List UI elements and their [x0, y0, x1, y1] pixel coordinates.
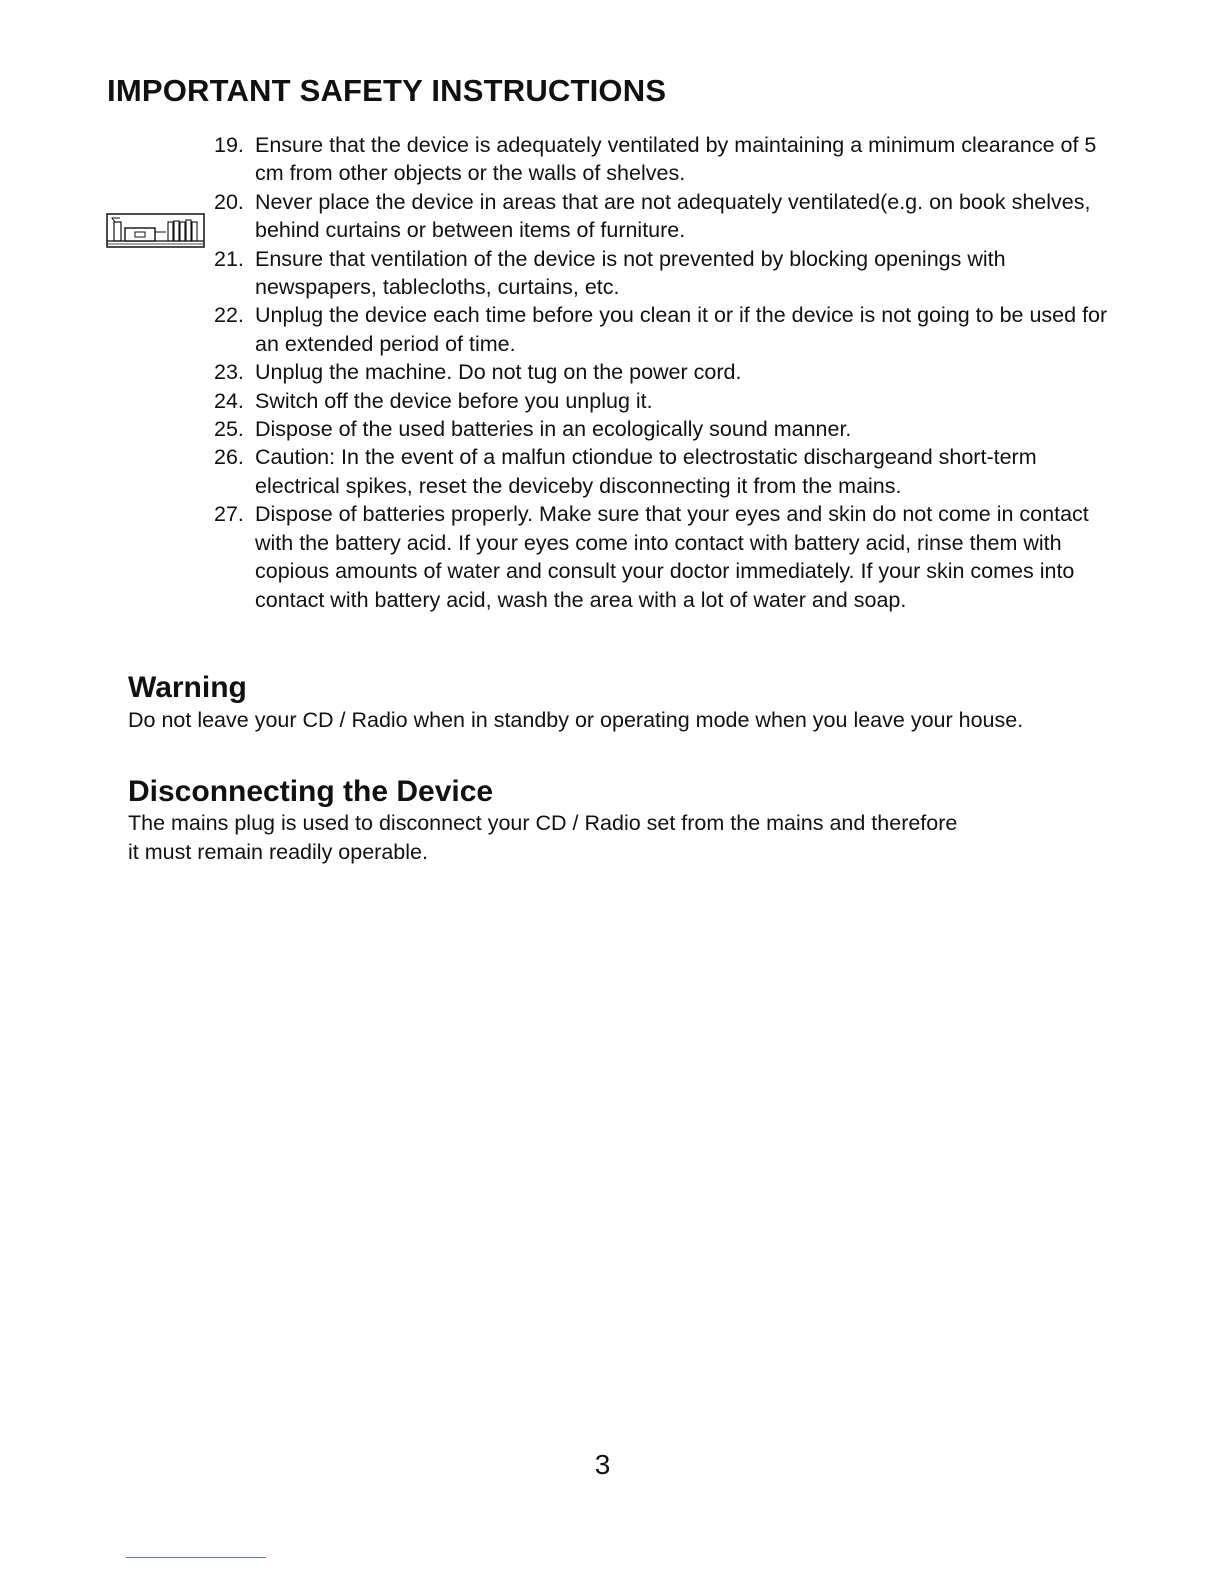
disconnecting-line: it must remain readily operable. [128, 840, 428, 864]
disconnecting-text [128, 809, 1058, 867]
item-number: 19. [214, 133, 244, 157]
item-number: 26. [214, 445, 244, 470]
item-number: 21. [214, 246, 244, 271]
page-title: IMPORTANT SAFETY INSTRUCTIONS [107, 73, 667, 108]
item-number: 25. [214, 417, 244, 442]
list-item [214, 387, 1124, 415]
list-item [214, 415, 1124, 443]
item-text: Unplug the device each time before you clean it or if the device is not going to be used for an extended period of time. [255, 303, 1108, 356]
item-text: Dispose of the used batteries in an ecologically sound manner. [255, 417, 852, 442]
list-item [214, 131, 1124, 188]
item-text: Never place the device in areas that are not adequately ventilated(e.g. on book shelves, behind curtains or between items of furniture. [255, 189, 1091, 243]
item-text: Dispose of batteries properly. Make sure that your eyes and skin do not come in contact with the battery acid. If your eyes come into contact with battery acid, rinse them with copious amounts of water and consult your doctor immediately. If your skin comes into contact with battery acid, wash the area with a lot of water and soap. [255, 502, 1089, 612]
disconnecting-heading: Disconnecting the Device [128, 775, 494, 808]
item-text: Switch off the device before you unplug it. [255, 388, 653, 413]
list-item [214, 443, 1124, 500]
warning-text: Do not leave your CD / Radio when in standby or operating mode when you leave your house. [128, 708, 1024, 732]
list-item [214, 301, 1124, 358]
warning-heading: Warning [128, 671, 247, 704]
footer-rule [126, 1557, 266, 1558]
safety-instruction-list [214, 131, 1124, 614]
page-number: 3 [594, 1449, 611, 1480]
item-number: 24. [214, 388, 244, 413]
item-number: 23. [214, 360, 244, 385]
item-number: 20. [214, 189, 244, 214]
item-text: Unplug the machine. Do not tug on the power cord. [255, 360, 742, 385]
item-number: 22. [214, 303, 244, 328]
list-item [214, 188, 1124, 245]
disconnecting-line: The mains plug is used to disconnect your CD / Radio set from the mains and therefore [128, 811, 958, 835]
list-item [214, 245, 1124, 302]
item-text: Ensure that ventilation of the device is not prevented by blocking openings with newspapers, tablecloths, curtains, etc. [255, 246, 1006, 300]
list-item [214, 358, 1124, 386]
item-text: Caution: In the event of a malfun ctiondue to electrostatic dischargeand short-term electrical spikes, reset the deviceby disconnecting it from the mains. [255, 445, 1037, 498]
list-item [214, 500, 1124, 614]
item-number: 27. [214, 502, 244, 527]
item-text: Ensure that the device is adequately ventilated by maintaining a minimum clearance of 5 cm from other objects or the walls of shelves. [255, 133, 1097, 186]
shelf-with-device-icon [106, 213, 206, 254]
